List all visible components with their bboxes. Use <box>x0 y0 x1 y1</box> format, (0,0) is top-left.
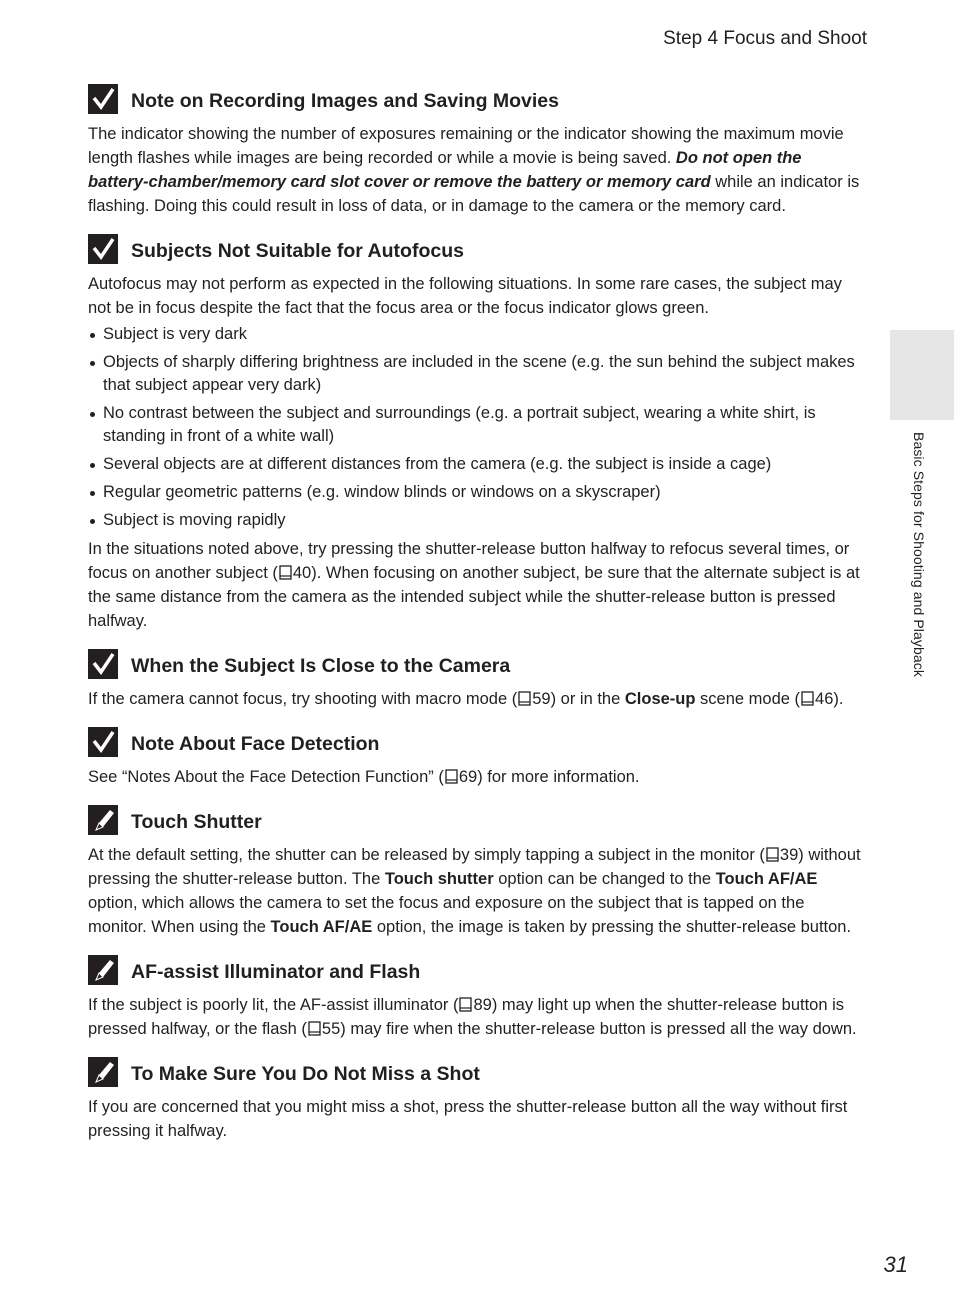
section-body: If the camera cannot focus, try shooting with macro mode ( 59) or in the Close-up scene mode ( 46). <box>88 690 844 708</box>
caution-check-icon <box>88 84 118 114</box>
page-reference[interactable]: 89 <box>473 996 492 1014</box>
page-reference[interactable]: 69 <box>458 768 478 786</box>
list-item: Several objects are at different distances from the camera (e.g. the subject is inside a cage) <box>88 453 866 476</box>
book-reference-icon <box>308 1021 321 1036</box>
section-body: The indicator showing the number of exposures remaining or the indicator showing the maximum movie length flashes while images are being recorded or while a movie is being saved. Do not open the battery-chamber/memory card slot cover or remove the battery or memory card while an indicator is flashing. Doing this could result in loss of data, or in damage to the camera or the memory card. <box>88 125 860 215</box>
page-reference[interactable]: 39 <box>779 846 799 864</box>
page-content <box>88 84 866 1159</box>
section-close-subject <box>88 649 866 711</box>
section-outro: In the situations noted above, try pressing the shutter-release button halfway to refocus several times, or focus on another subject ( 40). When focusing on another subject, be sure that the alternate subject is at the same distance from the camera as the intended subject while the shutter-release button is pressed halfway. <box>88 540 860 630</box>
page-reference[interactable]: 46 <box>815 690 834 708</box>
page-reference[interactable]: 55 <box>321 1020 341 1038</box>
book-reference-icon <box>766 847 779 862</box>
scene-mode-name: Close-up <box>624 690 696 708</box>
caution-check-icon <box>88 234 118 264</box>
section-title: AF-assist Illuminator and Flash <box>131 960 421 983</box>
list-item: Subject is very dark <box>88 323 866 346</box>
pencil-note-icon <box>88 955 118 985</box>
running-header: Step 4 Focus and Shoot <box>663 28 867 49</box>
section-autofocus-subjects <box>88 234 866 633</box>
option-name: Touch AF/AE <box>715 870 818 888</box>
section-body: If the subject is poorly lit, the AF-assist illuminator ( 89) may light up when the shutter-release button is pressed halfway, or the flash ( 55) may fire when the shutter-release button is pressed all the way down. <box>88 996 857 1038</box>
book-reference-icon <box>279 565 292 580</box>
page-number: 31 <box>883 1252 908 1277</box>
list-item: No contrast between the subject and surroundings (e.g. a portrait subject, wearing a white shirt, is standing in front of a white wall) <box>88 402 866 448</box>
list-item: Subject is moving rapidly <box>88 509 866 532</box>
section-body: At the default setting, the shutter can be released by simply tapping a subject in the monitor ( 39) without pressing the shutter-release button. The Touch shutter option can be changed to the Touch AF/AE option, which allows the camera to set the focus and exposure on the subject that is tapped on the monitor. When using the Touch AF/AE option, the image is taken by pressing the shutter-release button. <box>88 846 861 936</box>
list-item: Regular geometric patterns (e.g. window blinds or windows on a skyscraper) <box>88 481 866 504</box>
page-reference[interactable]: 40 <box>292 564 312 582</box>
page-reference[interactable]: 59 <box>532 690 551 708</box>
side-tab-label: Basic Steps for Shooting and Playback <box>911 432 927 677</box>
caution-check-icon <box>88 649 118 679</box>
pencil-note-icon <box>88 805 118 835</box>
section-recording-note <box>88 84 866 218</box>
section-title: Note on Recording Images and Saving Movies <box>131 89 560 112</box>
section-body: If you are concerned that you might miss a shot, press the shutter-release button all the way without first pressing it halfway. <box>88 1098 848 1140</box>
option-name: Touch shutter <box>384 870 494 888</box>
book-reference-icon <box>445 769 458 784</box>
section-miss-shot <box>88 1057 866 1143</box>
side-tab-marker <box>890 330 954 420</box>
section-title: When the Subject Is Close to the Camera <box>131 654 511 677</box>
section-title: To Make Sure You Do Not Miss a Shot <box>131 1062 480 1085</box>
list-item: Objects of sharply differing brightness are included in the scene (e.g. the sun behind the subject makes that subject appear very dark) <box>88 351 866 397</box>
situation-list <box>88 323 866 532</box>
section-title: Note About Face Detection <box>131 732 380 755</box>
caution-check-icon <box>88 727 118 757</box>
section-body: See “Notes About the Face Detection Function” ( 69) for more information. <box>88 768 640 786</box>
section-title: Subjects Not Suitable for Autofocus <box>131 239 464 262</box>
book-reference-icon <box>518 691 531 706</box>
pencil-note-icon <box>88 1057 118 1087</box>
book-reference-icon <box>459 997 472 1012</box>
section-af-assist <box>88 955 866 1041</box>
warning-emphasis: Do not open the battery-chamber/memory card slot cover or remove the battery or memory card <box>88 149 802 191</box>
section-title: Touch Shutter <box>131 810 262 833</box>
section-face-detection <box>88 727 866 789</box>
option-name: Touch AF/AE <box>270 918 373 936</box>
book-reference-icon <box>801 691 814 706</box>
section-touch-shutter <box>88 805 866 939</box>
section-intro: Autofocus may not perform as expected in the following situations. In some rare cases, the subject may not be in focus despite the fact that the focus area or the focus indicator glows green. <box>88 275 842 317</box>
